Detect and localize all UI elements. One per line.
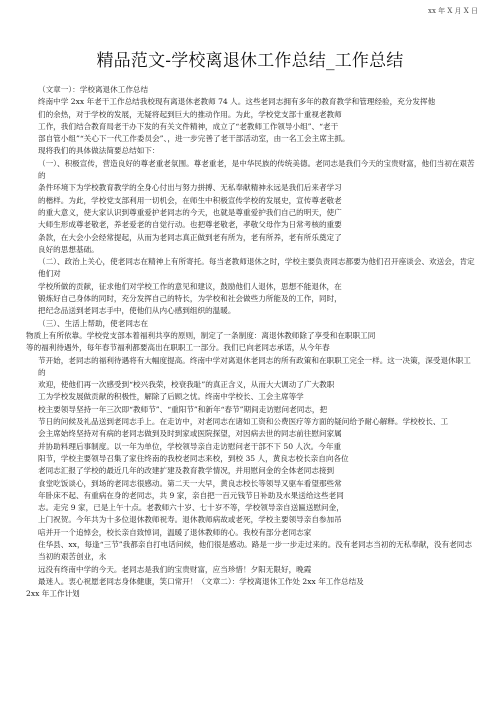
body-line: 节开始，老同志的福利待遇将有大幅度提高。终南中学对离退休老同志的所有政策和在职职工完全一样。这一决策，深受退休职工的	[38, 355, 471, 377]
body-line: （文章一）：学校离退休工作总结	[38, 85, 149, 94]
body-line: 大师生形成尊老敬老，养老爱老的自觉行动。也把尊老敬老，孝敬父母作为日常考核的重要	[38, 220, 342, 230]
body-line: 最迷人。衷心祝愿老同志身体健康，笑口常开！（文章二）：学校离退休工作处 2xx 年工作总结及	[38, 576, 364, 586]
body-line: 的楷样。为此，学校党支部利用一切机会，在师生中积极宣传学校的发展史，宣传尊老敬老	[38, 195, 342, 205]
body-line: 锻炼好自己身体的同时，充分发挥自己的特长，为学校和社会做些力所能及的工作，同时，	[38, 294, 342, 304]
body-line: 条款，在大会小会经常提起，从而为老同志真正做到老有所为，老有所养，老有所乐奠定了	[38, 232, 342, 242]
body-line: 物质上有所依靠。学校党支部本着福利共享的原则，制定了一条制度：离退休教师除了享受和在职职工同	[26, 330, 376, 340]
body-line: 并协助料理后事制度。以一年为单位，学校领导亲自走访慰问老干部不下 50 人次。今年重	[38, 441, 342, 451]
body-line: 把纪念品送到老同志手中，使他们从内心感到组织的温暖。	[38, 306, 236, 316]
body-line: 学校所做的贡献，征求他们对学校工作的意见和建议，鼓励他们人退休，思想不能退休，在	[38, 281, 342, 291]
body-line: 的重大意义，使大家认识到尊重爱护老同志的今天，也就是尊重爱护我们自己的明天，使广	[38, 207, 342, 217]
body-line: 现将我们的具体做法简要总结如下：	[38, 146, 160, 156]
body-line: 远没有终南中学的今天。老同志是我们的宝贵财富，应当珍惜！夕阳无限好，晚霞	[38, 564, 312, 574]
body-line: 节日的问候及礼品送到老同志手上。在走访中，对老同志在诸如工资和公费医疗等方面的疑问给予耐心解释。学校校长、工	[38, 417, 449, 427]
body-line: 老同志汇报了学校的最近几年的改建扩建及教育教学情况，并用慰问金的全体老同志接到	[38, 466, 335, 476]
body-line: 志。走完 9 家，已是上午十点。老教师六十岁、七十岁不等，学校领导亲自送匾送慰问金，	[38, 503, 344, 513]
body-line: 终南中学 2xx 年老干工作总结我校现有离退休老教师 74 人。这些老同志拥有多年的教育教学和管理经验，充分发挥他	[38, 97, 436, 107]
document-body	[26, 84, 478, 600]
body-line: 条件环境下为学校教育教学的全身心付出与努力拼搏、无私奉献精神永远是我们后来者学习	[38, 183, 342, 193]
body-line: 们的余热，对于学校的发展，无疑将起到巨大的推动作用。为此，学校党支部十重视老教师	[38, 109, 342, 119]
body-line: 阳节，学校主要领导召集了家住终南的我校老同志来校，到校 35 人，黄良志校长亲自向各位	[38, 453, 349, 463]
body-line: 部自管小组”“关心下一代工作委员会”、，进一步完善了老干部活动室，由一名工会主席主抓。	[38, 134, 350, 144]
body-line: 工为学校发展做贡献的积极性，解除了后顾之忧。终南中学校长、工会主席等学	[38, 392, 304, 402]
body-line: 校主要领导坚持一年三次即“教师节”、“重阳节”和新年“春节”期间走访慰问老同志，把	[38, 404, 328, 414]
body-line: 上门祝贺。今年共为十多位退休教师祝寿。退休教师病故或老死，学校主要领导亲自参加吊	[38, 515, 342, 525]
body-line: 会主席始终坚持对有病的老同志做到及时到家或医院探望，对因病去世的同志前往慰问家属	[38, 429, 342, 439]
body-line: 等的福利待遇外，每年春节福利都要高出在职职工一部分。我们已向老同志承诺，从今年春	[26, 343, 330, 353]
body-line: 良好的思想基础。	[38, 244, 99, 254]
document-title: 精品范文-学校离退休工作总结_工作总结	[96, 51, 404, 71]
body-line: （一）、积极宣传，营造良好的尊老重老氛围。尊老重老，是中华民族的传统美德。老同志是我们今天的宝贵财富，他们当初在艰苦的	[38, 158, 475, 181]
header-date: xx 年 X 月 X 日	[428, 7, 478, 15]
body-line: 唁并开一个追悼会，校长亲自致悼词，温暖了退休教师的心。我校有部分老同志家	[38, 527, 312, 537]
body-line: 2xx 年工作计划	[26, 589, 80, 599]
body-line: 工作，我们结合教育局老干办下发的有关文件精神，成立了“老教师工作领导小组”、“老干	[38, 121, 339, 131]
body-line: （三）、生活上帮助，使老同志在	[38, 318, 149, 328]
body-line: 食堂吃饭谈心，到场的老同志很感动。第二天一大早，黄良志校长等领导又驱车看望那些常	[38, 478, 342, 488]
body-line: 住华县、xx，每逢“三节”我都亲自打电话问候，他们很是感动。路是一步一步走过来的。没有老同志当初的无私奉献，没有老同志当初的艰苦创业，永	[38, 539, 472, 562]
body-line: 欢迎，使他们再一次感受到“校兴我荣，校衰我耻”的真正含义，从而大大调动了广大教职	[38, 380, 335, 390]
body-line: （二）、政治上关心，使老同志在精神上有所寄托。每当老教师退休之时，学校主要负责同志都要为他们召开座谈会、欢送会，肯定他们对	[38, 257, 475, 279]
body-line: 年卧床不起、有重病在身的老同志，共 9 家，亲自把一百元钱节日补助及水果送给这些老同	[38, 490, 344, 500]
